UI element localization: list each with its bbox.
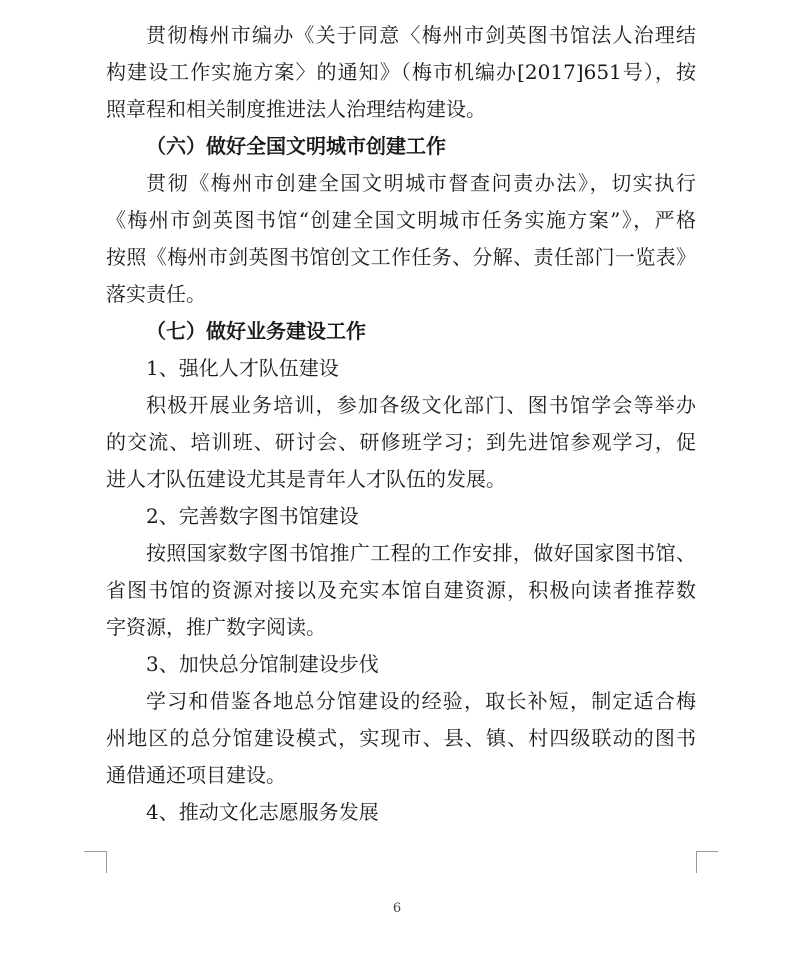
paragraph-line: 《梅州市剑英图书馆“创建全国文明城市任务实施方案”》，严格 — [106, 208, 696, 232]
page-number: 6 — [392, 901, 402, 916]
paragraph-line: 按照国家数字图书馆推广工程的工作安排，做好国家图书馆、 — [146, 541, 696, 565]
subsection-heading: 4、推动文化志愿服务发展 — [146, 800, 379, 824]
paragraph-line: 的交流、培训班、研讨会、研修班学习；到先进馆参观学习，促 — [106, 430, 696, 454]
paragraph-line: 字资源，推广数字阅读。 — [106, 615, 326, 639]
subsection-heading: 3、加快总分馆制建设步伐 — [146, 652, 379, 676]
paragraph-line: 贯彻《梅州市创建全国文明城市督查问责办法》，切实执行 — [146, 171, 696, 195]
paragraph-line: 州地区的总分馆建设模式，实现市、县、镇、村四级联动的图书 — [106, 726, 696, 750]
paragraph-line: 通借通还项目建设。 — [106, 763, 286, 787]
paragraph-line: 按照《梅州市剑英图书馆创文工作任务、分解、责任部门一览表》 — [106, 245, 696, 269]
paragraph-line: 照章程和相关制度推进法人治理结构建设。 — [106, 97, 486, 121]
paragraph-line: 积极开展业务培训，参加各级文化部门、图书馆学会等举办 — [146, 393, 696, 417]
paragraph-line: 构建设工作实施方案〉的通知》（梅市机编办[2017]651号），按 — [106, 60, 696, 84]
paragraph-line: 省图书馆的资源对接以及充实本馆自建资源，积极向读者推荐数 — [106, 578, 696, 602]
paragraph-line: 贯彻梅州市编办《关于同意〈梅州市剑英图书馆法人治理结 — [146, 23, 696, 47]
paragraph-line: 落实责任。 — [106, 282, 206, 306]
margin-corner-mark-right — [696, 851, 719, 873]
section-heading: （六）做好全国文明城市创建工作 — [146, 134, 446, 158]
paragraph-line: 学习和借鉴各地总分馆建设的经验，取长补短，制定适合梅 — [146, 689, 696, 713]
subsection-heading: 1、强化人才队伍建设 — [146, 356, 339, 380]
section-heading: （七）做好业务建设工作 — [146, 319, 366, 343]
subsection-heading: 2、完善数字图书馆建设 — [146, 504, 359, 528]
paragraph-line: 进人才队伍建设尤其是青年人才队伍的发展。 — [106, 467, 506, 491]
margin-corner-mark-left — [84, 851, 107, 873]
